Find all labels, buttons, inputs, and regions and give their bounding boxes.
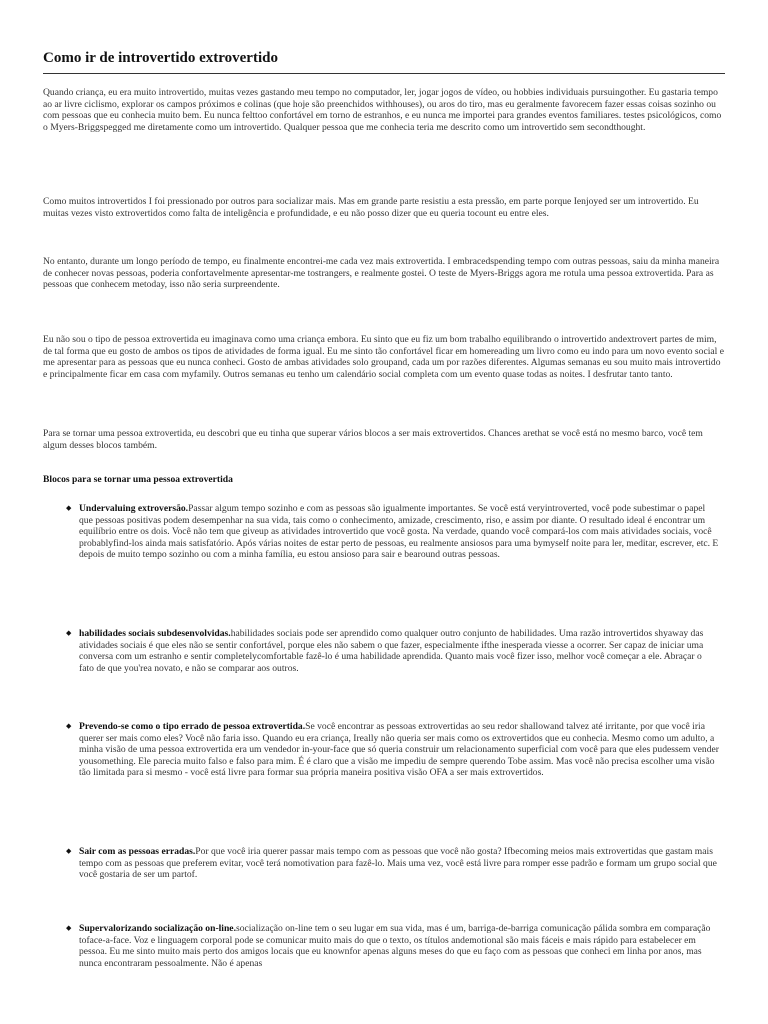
list-item-term: habilidades sociais subdesenvolvidas. [79,628,231,639]
bullet-icon: ◆ [66,722,72,730]
list-item [66,923,719,969]
paragraph-5: Para se tornar uma pessoa extrovertida, eu descobri que eu tinha que superar vários blocos a ser mais extrovertidos. Chances arethat se você está no mesmo barco, você tem algum desses blocos também. [43,428,703,451]
list-item-text: socialização on-line tem o seu lugar em sua vida, mas é um, barriga-de-barriga comunicação pálida sombra em comparação toface-a-face. Voz e linguagem corporal pode se comunicar muito mais do que o texto, os títulos andemotional são mais fáceis e mais rápido para estabelecer em pessoa. Eu me sinto muito mais perto dos amigos locais que eu knownfor apenas alguns meses do que eu faço com as pessoas que conheci em linha por anos, mas nunca encontraram pessoalmente. Não é apenas [79,923,711,969]
list-item-text: habilidades sociais pode ser aprendido como qualquer outro conjunto de habilidades. Uma razão introvertidos shyaway das atividades sociais é que eles não se sentir confortável, porque eles não sabem o que fazer, especialmente ifthe inesperada viesse a ocorrer. Ser capaz de iniciar uma conversa com um estranho e sentir completelycomfortable fazê-lo é uma habilidade aprendida. Quanto mais você fizer isso, melhor você começar a ele. Abraçar o fato de que you'rea novato, e não se comparar aos outros. [79,628,704,674]
paragraph-3: No entanto, durante um longo período de tempo, eu finalmente encontrei-me cada vez mais extrovertida. I embracedspending tempo com outras pessoas, saiu da minha maneira de conhecer novas pessoas, poderia confortavelmente apresentar-me tostrangers, e realmente gostei. O teste de Myers-Briggs agora me rotula uma pessoa extrovertida. Para as pessoas que conhecem metoday, isso não seria surpreendente. [43,256,720,291]
list-item [66,846,719,881]
title-divider [43,73,725,74]
list-item-text: Por que você iria querer passar mais tempo com as pessoas que você não gosta? Ifbecoming meios mais extrovertidas que gastam mais tempo com as pessoas que preferem evitar, você terá nomotivation para fazê-lo. Mais uma vez, você está livre para romper esse padrão e formam um grupo social que você gostaria de ser um partof. [79,846,717,881]
bullet-icon: ◆ [66,924,72,932]
list-item-term: Undervaluing extroversão. [79,503,189,514]
list-item-term: Prevendo-se como o tipo errado de pessoa extrovertida. [79,721,306,732]
list-item [66,721,719,779]
paragraph-4: Eu não sou o tipo de pessoa extrovertida eu imaginava como uma criança embora. Eu sinto que eu fiz um bom trabalho equilibrando o introvertido andextrovert partes de mim, de tal forma que eu gosto de ambos os tipos de atividades de forma igual. Eu me sinto tão confortável ficar em homereading um livro como eu indo para um novo evento social e me apresentar para as pessoas que eu nunca conheci. Gosto de ambas atividades solo groupand, cada um por razões diferentes. Algumas semanas eu sou muito mais introvertido e principalmente ficar em casa com myfamily. Outros semanas eu tenho um calendário social completa com um evento quase todas as noites. I desfrutar tanto tanto. [43,334,724,380]
paragraph-2: Como muitos introvertidos I foi pressionado por outros para socializar mais. Mas em grande parte resistiu a esta pressão, em parte porque Ienjoyed ser um introvertido. Eu muitas vezes visto extrovertidos como falta de inteligência e profundidade, e eu não posso dizer que eu queria tocount eu entre eles. [43,196,699,219]
bullet-icon: ◆ [66,847,72,855]
list-item [66,628,719,674]
list-item-term: Sair com as pessoas erradas. [79,846,196,857]
list-item-text: Se você encontrar as pessoas extrovertidas ao seu redor shallowand talvez até irritante, por que você iria querer ser mais como eles? Você não faria isso. Quando eu era criança, Ireally não queria ser mais como os extrovertidos que eu conhecia. Mesmo como um adulto, a minha visão de uma pessoa extrovertida era um vendedor in-your-face que só queria construir um relacionamento superficial com você para que eles pudessem vender yousomething. Ele parecia muito falso e falso para mim. É é claro que a visão me impediu de sempre querendo Tobe assim. Mas você não precisa escolher uma visão tão limitada para si mesmo - você está livre para formar sua própria maneira positiva visão OFA a ser mais extrovertidos. [79,721,719,779]
bullet-icon: ◆ [66,629,72,637]
list-item-term: Supervalorizando socialização on-line. [79,923,236,934]
list-item-text: Passar algum tempo sozinho e com as pessoas são igualmente importantes. Se você está veryintroverted, você pode subestimar o papel que pessoas positivas podem desempenhar na sua vida, tais como o conhecimento, amizade, crescimento, riso, e assim por diante. O resultado ideal é encontrar um equilíbrio entre os dois. Você não tem que giveup as atividades introvertido que você gosta. Na verdade, quando você compará-los com mais atividades sociais, você probablyfind-los ainda mais satisfatório. Após várias noites de estar perto de pessoas, eu realmente ansiosos para uma bymyself noite para ler, meditar, escrever, etc. E depois de muito tempo sozinho ou com a minha família, eu estou ansioso para sair e bearound outras pessoas. [79,503,719,561]
bullet-icon: ◆ [66,504,72,512]
section-subheading: Blocos para se tornar uma pessoa extrovertida [43,474,233,485]
list-item [66,503,719,561]
paragraph-1: Quando criança, eu era muito introvertido, muitas vezes gastando meu tempo no computador, ler, jogar jogos de vídeo, ou hobbies individuais pursuingother. Eu gastaria tempo ao ar livre ciclismo, explorar os campos próximos e colinas (que hoje são preenchidos withhouses), ou aros do tiro, mas eu geralmente favorecem fazer essas coisas sozinho ou com pessoas que eu conhecia muito bem. Eu nunca felttoo confortável em torno de estranhos, e eu nunca me importei para grandes eventos familiares. testes psicológicos, como o Myers-Briggspegged me diretamente como um introvertido. Qualquer pessoa que me conhecia teria me descrito como um introvertido sem secondthought. [43,87,722,133]
document-title: Como ir de introvertido extrovertido [43,50,278,66]
